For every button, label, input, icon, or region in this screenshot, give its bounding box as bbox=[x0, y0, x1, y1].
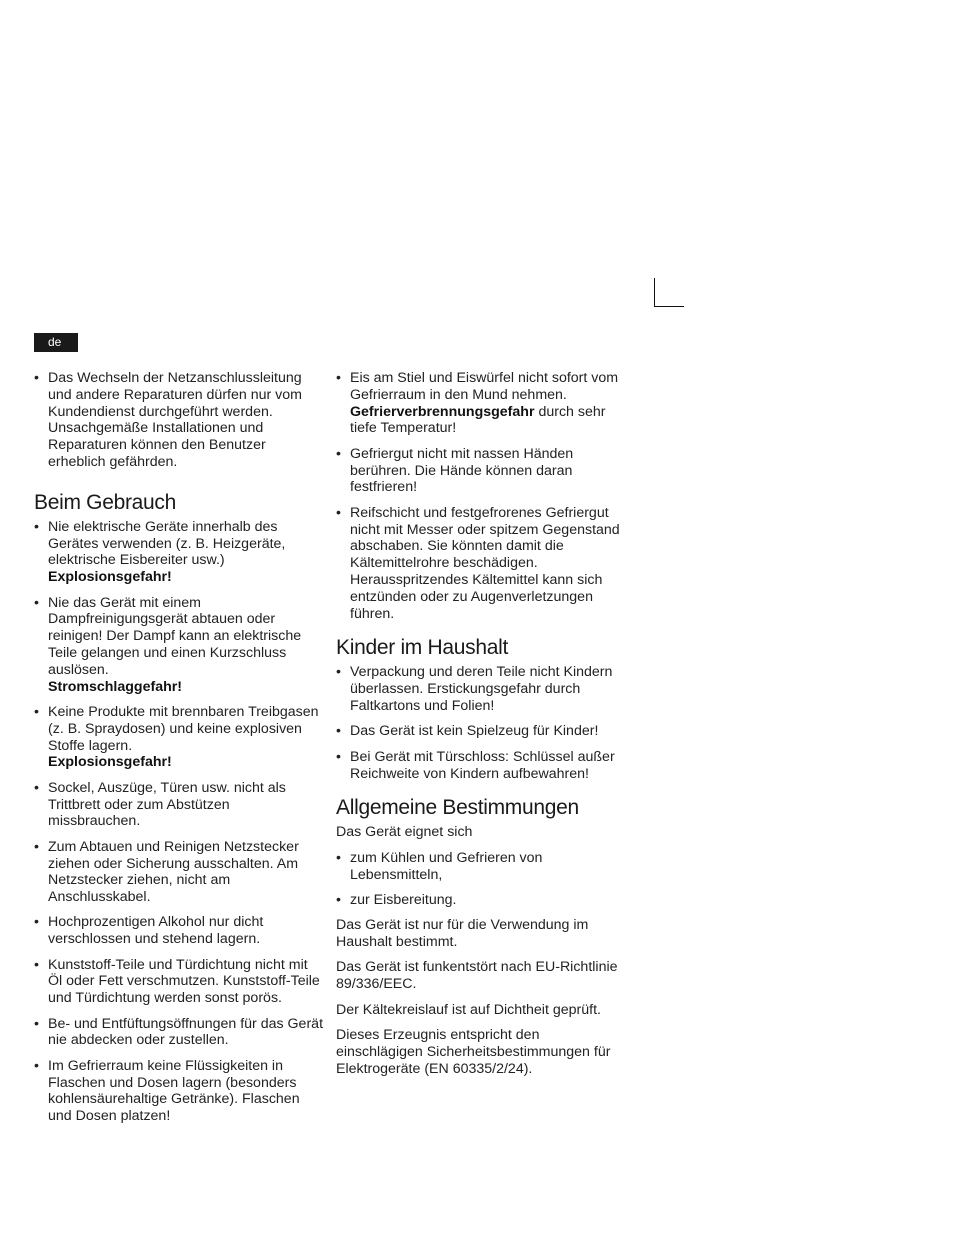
language-tag: de bbox=[34, 333, 78, 352]
list-item-text: Keine Produkte mit brennbaren Treibgasen (z. B. Spraydosen) und keine explosiven Stoffe lagern. bbox=[48, 703, 319, 754]
list-item bbox=[336, 370, 626, 437]
kinder-list bbox=[336, 664, 626, 782]
usage-list bbox=[34, 519, 324, 1125]
paragraph: Das Gerät eignet sich bbox=[336, 824, 473, 841]
list-item bbox=[34, 839, 324, 906]
list-item bbox=[34, 370, 324, 471]
allgemein-list bbox=[336, 850, 626, 909]
ice-list bbox=[336, 370, 626, 622]
section-title-allgemein: Allgemeine Bestimmungen bbox=[336, 796, 579, 820]
list-item bbox=[34, 1016, 324, 1050]
list-item-text: Bei Gerät mit Türschloss: Schlüssel außer Reichweite von Kindern aufbewahren! bbox=[350, 748, 615, 782]
list-item bbox=[336, 664, 626, 714]
list-item-text: Nie elektrische Geräte innerhalb des Gerätes verwenden (z. B. Heizgeräte, elektrische Eisbereiter usw.) bbox=[48, 518, 286, 569]
section-title-kinder: Kinder im Haushalt bbox=[336, 636, 509, 660]
list-item bbox=[336, 850, 626, 884]
list-item-text: Reifschicht und festgefrorenes Gefriergut nicht mit Messer oder spitzem Gegenstand abschaben. Sie könnten damit die Kältemittelrohre beschädigen. Herausspritzendes Kältemittel kann sich entzünden oder zu Augenverletzungen führen. bbox=[350, 504, 620, 622]
list-item-text: Hochprozentigen Alkohol nur dicht verschlossen und stehend lagern. bbox=[48, 914, 264, 948]
list-item-text: zum Kühlen und Gefrieren von Lebensmitteln, bbox=[350, 849, 543, 883]
list-item-text: Verpackung und deren Teile nicht Kindern überlassen. Erstickungsgefahr durch Faltkartons und Folien! bbox=[350, 664, 613, 714]
crop-mark bbox=[654, 278, 684, 307]
paragraph: Das Gerät ist nur für die Verwendung im Haushalt bestimmt. bbox=[336, 917, 589, 951]
list-item bbox=[336, 505, 626, 623]
list-item-text: Gefriergut nicht mit nassen Händen berühren. Die Hände können daran festfrieren! bbox=[350, 445, 574, 496]
list-item bbox=[34, 704, 324, 771]
right-column bbox=[336, 370, 626, 1086]
list-item-text: Eis am Stiel und Eiswürfel nicht sofort vom Gefrierraum in den Mund nehmen. bbox=[350, 370, 619, 403]
list-item bbox=[336, 892, 626, 909]
list-item bbox=[336, 749, 626, 783]
intro-list bbox=[34, 370, 324, 471]
list-item bbox=[34, 1058, 324, 1125]
list-item-text: zur Eisbereitung. bbox=[350, 891, 457, 908]
list-item-text: Kunststoff-Teile und Türdichtung nicht mit Öl oder Fett verschmutzen. Kunststoff-Teile und Türdichtung werden sonst porös. bbox=[48, 956, 320, 1007]
list-item bbox=[34, 914, 324, 948]
list-item-text: Nie das Gerät mit einem Dampfreinigungsgerät abtauen oder reinigen! Der Dampf kann an elektrische Teile gelangen und einen Kurzschluss auslösen. bbox=[48, 594, 302, 678]
list-item bbox=[336, 723, 626, 740]
list-item bbox=[34, 780, 324, 830]
paragraph: Der Kältekreislauf ist auf Dichtheit geprüft. bbox=[336, 1001, 601, 1018]
warning-label: Explosionsgefahr! bbox=[48, 754, 172, 771]
list-item-text: Das Wechseln der Netzanschlussleitung und andere Reparaturen dürfen nur vom Kundendienst durchgeführt werden. Unsachgemäße Installationen und Reparaturen können den Benutzer erheblich gefährden. bbox=[48, 370, 302, 470]
list-item-text: durch sehr tiefe Temperatur! bbox=[350, 403, 606, 437]
warning-label: Stromschlaggefahr! bbox=[48, 678, 183, 695]
list-item-text: Zum Abtauen und Reinigen Netzstecker ziehen oder Sicherung ausschalten. Am Netzstecker ziehen, nicht am Anschlusskabel. bbox=[48, 838, 299, 906]
warning-label: Gefrierverbrennungsgefahr bbox=[350, 403, 535, 420]
paragraph: Das Gerät ist funkentstört nach EU-Richtlinie 89/336/EEC. bbox=[336, 959, 618, 993]
list-item bbox=[34, 519, 324, 586]
list-item-text: Im Gefrierraum keine Flüssigkeiten in Flaschen und Dosen lagern (besonders kohlensäurehaltige Getränke). Flaschen und Dosen platzen! bbox=[48, 1057, 300, 1125]
paragraph: Dieses Erzeugnis entspricht den einschlägigen Sicherheitsbestimmungen für Elektrogeräte (EN 60335/2/24). bbox=[336, 1027, 611, 1077]
list-item-text: Sockel, Auszüge, Türen usw. nicht als Trittbrett oder zum Abstützen missbrauchen. bbox=[48, 779, 286, 830]
left-column bbox=[34, 370, 324, 1134]
list-item-text: Be- und Entfüftungsöffnungen für das Gerät nie abdecken oder zustellen. bbox=[48, 1015, 324, 1049]
list-item bbox=[336, 446, 626, 496]
list-item bbox=[34, 957, 324, 1007]
section-title-beim-gebrauch: Beim Gebrauch bbox=[34, 490, 177, 514]
warning-label: Explosionsgefahr! bbox=[48, 569, 172, 586]
list-item-text: Das Gerät ist kein Spielzeug für Kinder! bbox=[350, 723, 599, 740]
list-item bbox=[34, 595, 324, 696]
